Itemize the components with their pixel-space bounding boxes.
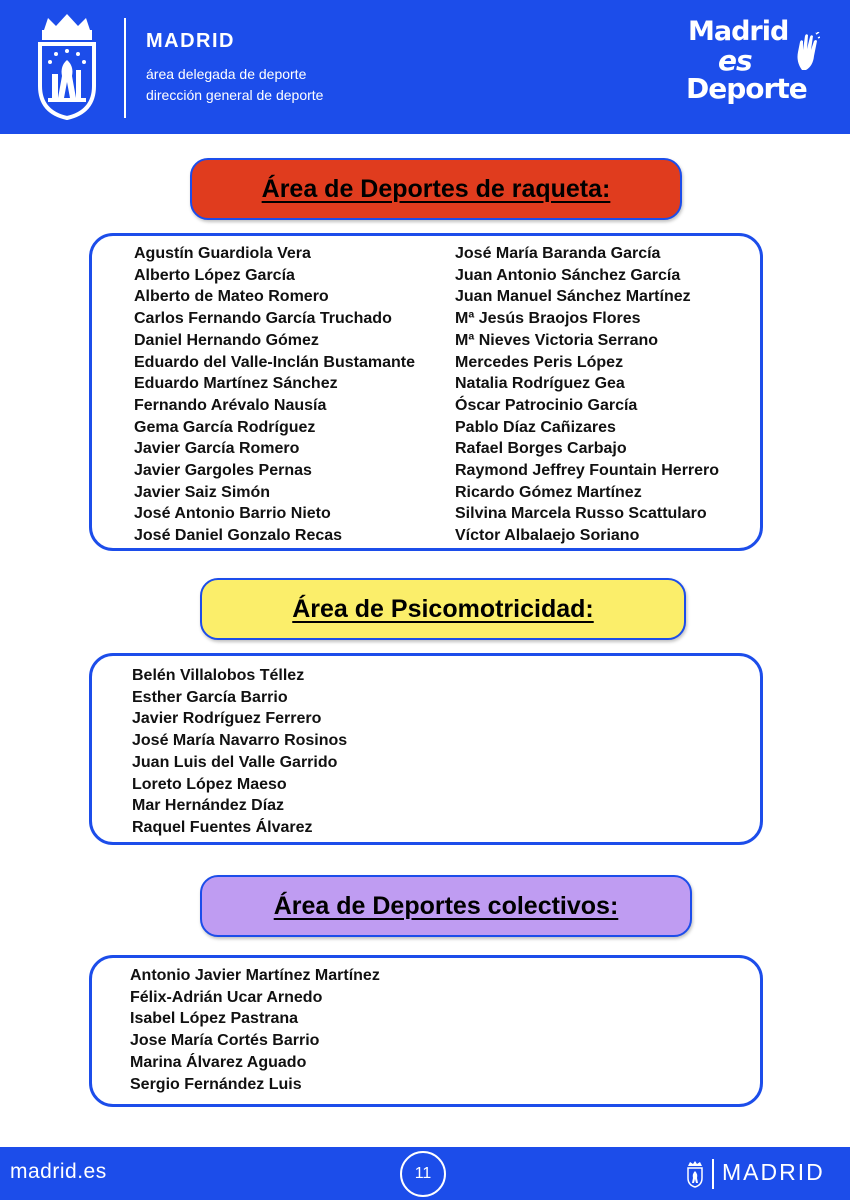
list-item: Javier García Romero: [134, 440, 300, 458]
section-title-psychomotricity: [200, 578, 686, 640]
list-item: Ricardo Gómez Martínez: [455, 483, 642, 501]
section-title-team-sports: [200, 875, 692, 937]
list-item: José Daniel Gonzalo Recas: [134, 527, 343, 545]
list-item: Silvina Marcela Russo Scattularo: [455, 505, 707, 523]
footer-brand: MADRID: [722, 1159, 825, 1185]
list-item: Alberto de Mateo Romero: [134, 288, 329, 306]
section-title-racket-sports: [190, 158, 682, 220]
list-item: Mª Jesús Braojos Flores: [455, 310, 641, 328]
header-divider: [124, 18, 126, 118]
madrid-es-deporte-logo: [684, 14, 820, 110]
list-item: Juan Antonio Sánchez García: [455, 266, 681, 284]
brand-word: es: [718, 44, 752, 77]
list-item: Javier Rodríguez Ferrero: [132, 710, 322, 728]
org-subtitle: dirección general de deporte: [146, 87, 324, 103]
section-title-text: Área de Psicomotricidad:: [292, 594, 594, 623]
list-item: Rafael Borges Carbajo: [455, 440, 627, 458]
list-item: Agustín Guardiola Vera: [134, 245, 311, 262]
list-item: Javier Saiz Simón: [134, 483, 271, 501]
list-item: Félix-Adrián Ucar Arnedo: [130, 988, 323, 1006]
names-column: [132, 665, 347, 839]
list-item: Eduardo Martínez Sánchez: [134, 375, 338, 393]
list-item: Raymond Jeffrey Fountain Herrero: [455, 462, 720, 480]
list-item: Fernando Arévalo Nausía: [134, 396, 327, 414]
madrid-coat-of-arms-icon: [686, 1160, 704, 1188]
list-item: Loreto López Maeso: [132, 775, 287, 793]
list-item: Raquel Fuentes Álvarez: [132, 818, 313, 836]
list-item: Javier Gargoles Pernas: [134, 462, 312, 480]
names-column: [130, 965, 380, 1095]
list-item: José María Baranda García: [455, 245, 661, 262]
list-item: José Antonio Barrio Nieto: [134, 505, 331, 523]
list-item: Jose María Cortés Barrio: [130, 1032, 320, 1050]
list-item: Mercedes Peris López: [455, 353, 624, 371]
list-item: Isabel López Pastrana: [130, 1010, 299, 1028]
list-item: Belén Villalobos Téllez: [132, 667, 305, 684]
list-item: Gema García Rodríguez: [134, 418, 316, 436]
list-item: Mar Hernández Díaz: [132, 797, 285, 815]
org-name: MADRID: [146, 30, 235, 52]
list-item: Eduardo del Valle-Inclán Bustamante: [134, 353, 415, 371]
section-title-text: Área de Deportes colectivos:: [273, 891, 619, 920]
brand-word: Deporte: [686, 72, 807, 105]
list-item: Natalia Rodríguez Gea: [455, 375, 625, 393]
page-number: [400, 1151, 446, 1197]
list-item: Juan Manuel Sánchez Martínez: [455, 288, 691, 306]
section-title-text: Área de Deportes de raqueta:: [261, 174, 611, 203]
list-item: Alberto López García: [134, 266, 295, 284]
list-item: Pablo Díaz Cañizares: [455, 418, 616, 436]
names-column-right: [455, 243, 719, 547]
list-item: Sergio Fernández Luis: [130, 1075, 302, 1093]
list-item: Juan Luis del Valle Garrido: [132, 753, 338, 771]
page-number-text: 11: [414, 1165, 432, 1182]
page-header: [0, 0, 850, 134]
website-link[interactable]: madrid.es: [10, 1160, 107, 1183]
list-item: Carlos Fernando García Truchado: [134, 310, 392, 328]
footer-divider: [712, 1159, 714, 1189]
list-item: José María Navarro Rosinos: [132, 732, 348, 750]
list-item: Víctor Albalaejo Soriano: [455, 527, 640, 545]
madrid-coat-of-arms-icon: [34, 14, 100, 120]
names-column-left: [134, 243, 415, 547]
page-footer: [0, 1147, 850, 1200]
list-item: Mª Nieves Victoria Serrano: [455, 331, 659, 349]
list-item: Óscar Patrocinio García: [455, 396, 638, 414]
list-item: Esther García Barrio: [132, 688, 288, 706]
brand-word: Madrid: [688, 16, 789, 47]
waving-hand-icon: [794, 32, 820, 72]
list-item: Marina Álvarez Aguado: [130, 1053, 307, 1071]
list-item: Antonio Javier Martínez Martínez: [130, 967, 380, 984]
org-subtitle: área delegada de deporte: [146, 66, 307, 82]
list-item: Daniel Hernando Gómez: [134, 331, 319, 349]
